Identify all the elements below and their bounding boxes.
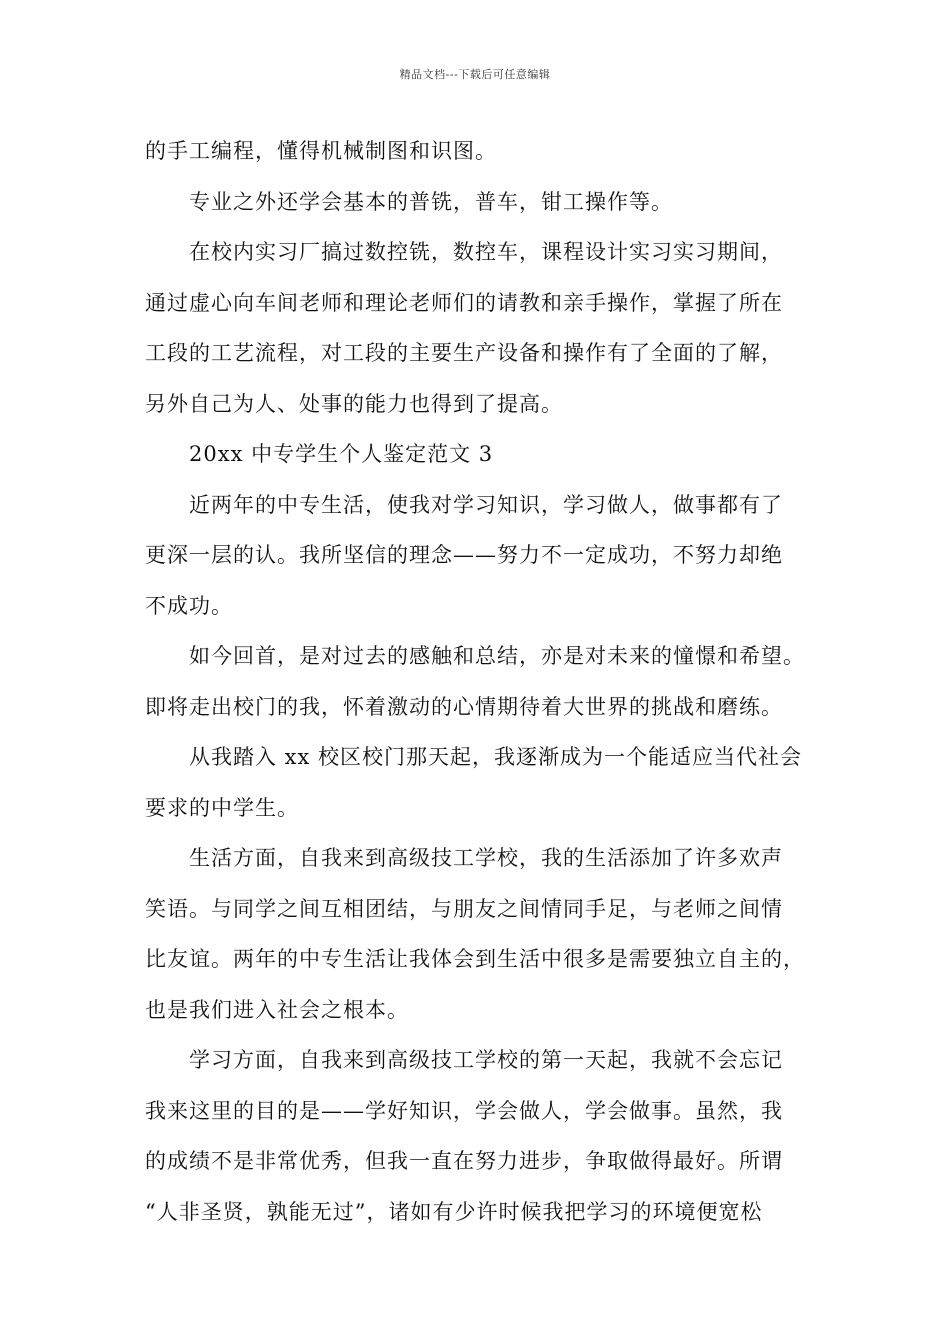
text-line: 学习方面，自我来到高级技工学校的第一天起，我就不会忘记 (189, 1048, 783, 1072)
text-line: 20xx 中专学生个人鉴定范文 3 (189, 442, 494, 466)
document-body (145, 126, 825, 1237)
text-line: 要求的中学生。 (145, 795, 299, 820)
text-line: 更深一层的认。我所坚信的理念——努力不一定成功，不努力却绝 (145, 543, 783, 567)
text-line: 的手工编程，懂得机械制图和识图。 (145, 139, 497, 163)
text-line: 我来这里的目的是——学好知识，学会做人，学会做事。虽然，我 (145, 1098, 783, 1123)
text-line: 的成绩不是非常优秀，但我一直在努力进步，争取做得最好。所谓 (145, 1149, 783, 1173)
text-line: 即将走出校门的我，怀着激动的心情期待着大世界的挑战和磨练。 (145, 694, 783, 719)
text-line: 生活方面，自我来到高级技工学校，我的生活添加了许多欢声 (189, 846, 783, 870)
page-header: 精品文档---下载后可任意编辑 (399, 68, 551, 81)
text-line: 通过虚心向车间老师和理论老师们的请教和亲手操作，掌握了所在 (145, 290, 783, 315)
text-line: 笑语。与同学之间互相团结，与朋友之间情同手足，与老师之间情 (145, 896, 783, 921)
text-line: 比友谊。两年的中专生活让我体会到生活中很多是需要独立自主的， (145, 947, 805, 971)
text-line: 专业之外还学会基本的普铣，普车，钳工操作等。 (189, 189, 673, 214)
text-line: 在校内实习厂搞过数控铣，数控车，课程设计实习实习期间， (189, 240, 783, 264)
text-line: 工段的工艺流程，对工段的主要生产设备和操作有了全面的了解， (145, 341, 783, 365)
text-line: 不成功。 (145, 593, 233, 618)
text-line: 近两年的中专生活，使我对学习知识，学习做人，做事都有了 (189, 492, 783, 517)
text-line: 也是我们进入社会之根本。 (145, 997, 409, 1022)
text-line: 另外自己为人、处事的能力也得到了提高。 (145, 391, 563, 416)
text-line: 如今回首，是对过去的感触和总结，亦是对未来的憧憬和希望。 (189, 644, 805, 668)
text-line: 从我踏入 xx 校区校门那天起，我逐渐成为一个能适应当代社会 (189, 745, 803, 769)
text-line: “人非圣贤，孰能无过”，诸如有少许时候我把学习的环境便宽松 (145, 1199, 763, 1224)
